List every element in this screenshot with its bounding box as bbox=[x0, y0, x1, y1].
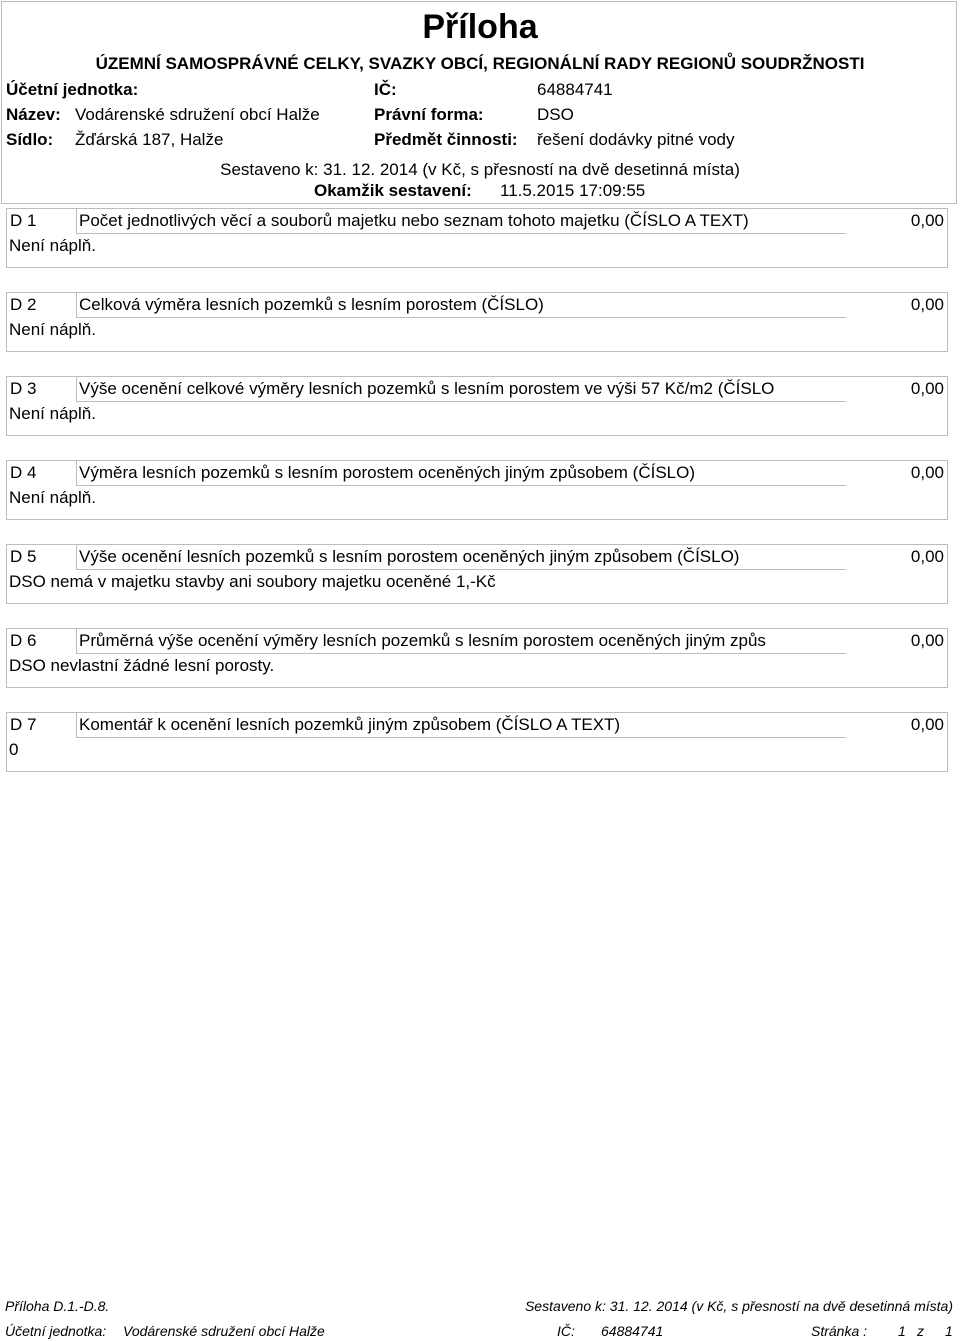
section-value: 0,00 bbox=[910, 715, 944, 734]
section-value: 0,00 bbox=[910, 547, 944, 566]
moment-value: 11.5.2015 17:09:55 bbox=[500, 181, 646, 200]
name-value: Vodárenské sdružení obcí Halže bbox=[75, 105, 320, 124]
footer-page-total: 1 bbox=[945, 1323, 953, 1339]
section-value: 0,00 bbox=[910, 379, 944, 398]
section-value: 0,00 bbox=[910, 463, 944, 482]
page-subtitle: ÚZEMNÍ SAMOSPRÁVNÉ CELKY, SVAZKY OBCÍ, REGIONÁLNÍ RADY REGIONŮ SOUDRŽNOSTI bbox=[95, 54, 865, 73]
activity-label: Předmět činnosti: bbox=[374, 130, 518, 149]
section-code: D 5 bbox=[10, 547, 37, 566]
section-code: D 2 bbox=[10, 295, 37, 314]
footer-page-sep: z bbox=[917, 1323, 924, 1339]
footer-ic-label: IČ: bbox=[557, 1323, 575, 1339]
section-note: Není náplň. bbox=[9, 404, 96, 423]
section-d7 bbox=[6, 712, 948, 772]
footer-page-current: 1 bbox=[898, 1323, 906, 1339]
section-question: Výše ocenění celkové výměry lesních pozemků s lesním porostem ve výši 57 Kč/m2 (ČÍSLO bbox=[79, 379, 775, 398]
section-note: DSO nemá v majetku stavby ani soubory majetku oceněné 1,-Kč bbox=[9, 572, 496, 591]
footer-compiled-line: Sestaveno k: 31. 12. 2014 (v Kč, s přesností na dvě desetinná místa) bbox=[524, 1298, 953, 1314]
footer-attachment-ref: Příloha D.1.-D.8. bbox=[5, 1298, 110, 1314]
section-code: D 3 bbox=[10, 379, 37, 398]
section-question: Celková výměra lesních pozemků s lesním porostem (ČÍSLO) bbox=[79, 295, 544, 314]
section-d6 bbox=[6, 628, 948, 688]
name-label: Název: bbox=[6, 105, 61, 124]
section-code: D 1 bbox=[10, 211, 37, 230]
section-note: Není náplň. bbox=[9, 236, 96, 255]
legal-form-value: DSO bbox=[537, 105, 574, 124]
footer-ic-value: 64884741 bbox=[601, 1323, 664, 1339]
section-value: 0,00 bbox=[910, 211, 944, 230]
activity-value: řešení dodávky pitné vody bbox=[537, 130, 735, 149]
unit-label: Účetní jednotka: bbox=[6, 80, 139, 99]
section-question: Komentář k ocenění lesních pozemků jiným způsobem (ČÍSLO A TEXT) bbox=[79, 715, 621, 734]
section-value: 0,00 bbox=[910, 295, 944, 314]
section-question: Průměrná výše ocenění výměry lesních pozemků s lesním porostem oceněných jiným způs bbox=[79, 631, 766, 650]
ic-value: 64884741 bbox=[537, 80, 613, 99]
section-question: Počet jednotlivých věcí a souborů majetku nebo seznam tohoto majetku (ČÍSLO A TEXT) bbox=[79, 211, 749, 230]
section-d4 bbox=[6, 460, 948, 520]
section-note: 0 bbox=[9, 740, 19, 759]
section-note: Není náplň. bbox=[9, 488, 96, 507]
seat-value: Žďárská 187, Halže bbox=[75, 130, 224, 149]
footer-page-label: Stránka : bbox=[811, 1323, 868, 1339]
section-code: D 6 bbox=[10, 631, 37, 650]
section-value: 0,00 bbox=[910, 631, 944, 650]
seat-label: Sídlo: bbox=[6, 130, 54, 149]
footer-unit-label: Účetní jednotka: bbox=[5, 1323, 107, 1339]
compiled-line: Sestaveno k: 31. 12. 2014 (v Kč, s přesností na dvě desetinná místa) bbox=[220, 160, 740, 179]
legal-form-label: Právní forma: bbox=[374, 105, 484, 124]
section-question: Výše ocenění lesních pozemků s lesním porostem oceněných jiným způsobem (ČÍSLO) bbox=[79, 547, 740, 566]
moment-label: Okamžik sestavení: bbox=[314, 181, 472, 200]
section-code: D 7 bbox=[10, 715, 37, 734]
page-title: Příloha bbox=[422, 8, 538, 46]
section-note: DSO nevlastní žádné lesní porosty. bbox=[9, 656, 275, 675]
section-note: Není náplň. bbox=[9, 320, 96, 339]
section-code: D 4 bbox=[10, 463, 37, 482]
section-d5 bbox=[6, 544, 948, 604]
section-d1 bbox=[6, 208, 948, 268]
section-d2 bbox=[6, 292, 948, 352]
ic-label: IČ: bbox=[374, 80, 397, 99]
section-question: Výměra lesních pozemků s lesním porostem oceněných jiným způsobem (ČÍSLO) bbox=[79, 463, 696, 482]
section-d3 bbox=[6, 376, 948, 436]
footer-unit-value: Vodárenské sdružení obcí Halže bbox=[123, 1323, 325, 1339]
